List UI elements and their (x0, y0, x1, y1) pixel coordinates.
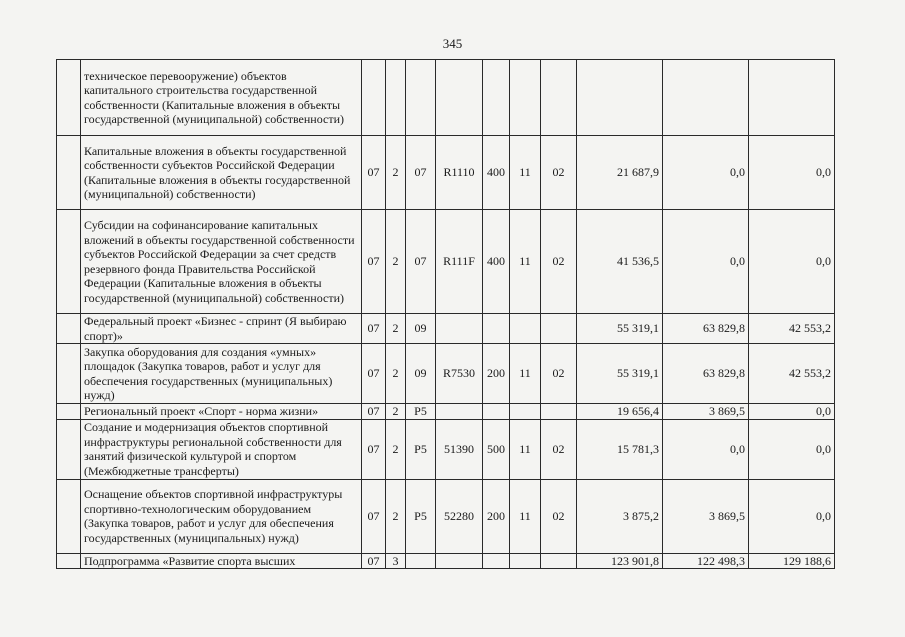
table-row (57, 60, 835, 136)
code-section (362, 60, 386, 136)
page-number: 345 (442, 36, 463, 51)
amount-year-1: 55 319,1 (577, 314, 663, 344)
code-section: 07 (362, 419, 386, 479)
indent-cell (57, 404, 81, 420)
amount-year-1: 3 875,2 (577, 479, 663, 553)
amount-year-1: 123 901,8 (577, 553, 663, 569)
code-k2: 02 (541, 479, 577, 553)
code-k1: 11 (510, 136, 541, 210)
indent-cell (57, 344, 81, 404)
code-program: 09 (406, 314, 436, 344)
code-expense-type: 400 (483, 210, 510, 314)
indent-cell (57, 60, 81, 136)
code-target-article: 52280 (436, 479, 483, 553)
code-program: P5 (406, 419, 436, 479)
item-name: Закупка оборудования для создания «умных» площадок (Закупка товаров, работ и услуг для обеспечения государственных (муниципальных) нужд) (81, 344, 362, 404)
budget-table (56, 59, 835, 569)
indent-cell (57, 314, 81, 344)
item-name: Федеральный проект «Бизнес - спринт (Я выбираю спорт)» (81, 314, 362, 344)
code-expense-type (483, 404, 510, 420)
code-section: 07 (362, 314, 386, 344)
code-section: 07 (362, 136, 386, 210)
code-program: P5 (406, 404, 436, 420)
amount-year-2: 0,0 (663, 136, 749, 210)
code-section: 07 (362, 210, 386, 314)
code-program: 09 (406, 344, 436, 404)
table-row (57, 553, 835, 569)
code-section: 07 (362, 553, 386, 569)
indent-cell (57, 210, 81, 314)
indent-cell (57, 419, 81, 479)
code-k2 (541, 60, 577, 136)
amount-year-2: 0,0 (663, 210, 749, 314)
code-expense-type (483, 60, 510, 136)
code-k1: 11 (510, 419, 541, 479)
code-subsection: 2 (386, 136, 406, 210)
amount-year-1: 41 536,5 (577, 210, 663, 314)
amount-year-1: 19 656,4 (577, 404, 663, 420)
amount-year-2: 3 869,5 (663, 404, 749, 420)
code-target-article: 51390 (436, 419, 483, 479)
amount-year-2: 0,0 (663, 419, 749, 479)
table-row (57, 344, 835, 404)
code-section: 07 (362, 344, 386, 404)
code-target-article: R7530 (436, 344, 483, 404)
table-row (57, 136, 835, 210)
item-name: Субсидии на софинансирование капитальных вложений в объекты государственной собственности субъектов Российской Федерации за счет средств резервного фонда Правительства Российской Федерации (Капитальные вложения в объекты государственной (муниципальной) собственности) (81, 210, 362, 314)
code-k2: 02 (541, 210, 577, 314)
indent-cell (57, 553, 81, 569)
code-k1: 11 (510, 210, 541, 314)
amount-year-1 (577, 60, 663, 136)
indent-cell (57, 136, 81, 210)
code-k2: 02 (541, 344, 577, 404)
code-k2: 02 (541, 419, 577, 479)
amount-year-2: 63 829,8 (663, 344, 749, 404)
amount-year-3 (749, 60, 835, 136)
code-section: 07 (362, 479, 386, 553)
amount-year-2: 122 498,3 (663, 553, 749, 569)
amount-year-1: 15 781,3 (577, 419, 663, 479)
table-row (57, 210, 835, 314)
code-subsection: 2 (386, 314, 406, 344)
code-k1 (510, 404, 541, 420)
code-k2 (541, 553, 577, 569)
code-subsection: 2 (386, 210, 406, 314)
code-subsection: 2 (386, 479, 406, 553)
code-k2 (541, 404, 577, 420)
code-subsection (386, 60, 406, 136)
table-row (57, 314, 835, 344)
table-row (57, 419, 835, 479)
indent-cell (57, 479, 81, 553)
code-k1 (510, 60, 541, 136)
code-expense-type: 200 (483, 479, 510, 553)
table-row (57, 479, 835, 553)
code-expense-type: 200 (483, 344, 510, 404)
code-target-article (436, 314, 483, 344)
code-section: 07 (362, 404, 386, 420)
code-target-article (436, 60, 483, 136)
amount-year-1: 21 687,9 (577, 136, 663, 210)
code-program (406, 553, 436, 569)
amount-year-3: 0,0 (749, 136, 835, 210)
amount-year-1: 55 319,1 (577, 344, 663, 404)
item-name: техническое перевооружение) объектов капитального строительства государственной собственности (Капитальные вложения в объекты государственной (муниципальной) собственности) (81, 60, 362, 136)
table-row (57, 404, 835, 420)
amount-year-3: 42 553,2 (749, 344, 835, 404)
item-name: Капитальные вложения в объекты государственной собственности субъектов Российской Федерации (Капитальные вложения в объекты государственной (муниципальной) собственности) (81, 136, 362, 210)
code-program: 07 (406, 136, 436, 210)
code-subsection: 3 (386, 553, 406, 569)
code-target-article: R111F (436, 210, 483, 314)
amount-year-3: 0,0 (749, 479, 835, 553)
code-expense-type (483, 314, 510, 344)
item-name: Создание и модернизация объектов спортивной инфраструктуры региональной собственности для занятий физической культурой и спортом (Межбюджетные трансферты) (81, 419, 362, 479)
code-subsection: 2 (386, 404, 406, 420)
code-target-article (436, 553, 483, 569)
amount-year-2: 3 869,5 (663, 479, 749, 553)
code-expense-type (483, 553, 510, 569)
item-name: Подпрограмма «Развитие спорта высших (81, 553, 362, 569)
code-program: P5 (406, 479, 436, 553)
amount-year-2: 63 829,8 (663, 314, 749, 344)
code-k1: 11 (510, 479, 541, 553)
code-target-article (436, 404, 483, 420)
amount-year-3: 129 188,6 (749, 553, 835, 569)
amount-year-3: 42 553,2 (749, 314, 835, 344)
code-k1 (510, 314, 541, 344)
code-k1: 11 (510, 344, 541, 404)
code-subsection: 2 (386, 344, 406, 404)
code-subsection: 2 (386, 419, 406, 479)
code-expense-type: 500 (483, 419, 510, 479)
code-k1 (510, 553, 541, 569)
code-program (406, 60, 436, 136)
code-program: 07 (406, 210, 436, 314)
code-target-article: R1110 (436, 136, 483, 210)
item-name: Региональный проект «Спорт - норма жизни» (81, 404, 362, 420)
amount-year-3: 0,0 (749, 419, 835, 479)
amount-year-2 (663, 60, 749, 136)
amount-year-3: 0,0 (749, 404, 835, 420)
code-k2: 02 (541, 136, 577, 210)
amount-year-3: 0,0 (749, 210, 835, 314)
code-k2 (541, 314, 577, 344)
code-expense-type: 400 (483, 136, 510, 210)
item-name: Оснащение объектов спортивной инфраструктуры спортивно-технологическим оборудованием (Закупка товаров, работ и услуг для обеспечения государственных (муниципальных) нужд) (81, 479, 362, 553)
